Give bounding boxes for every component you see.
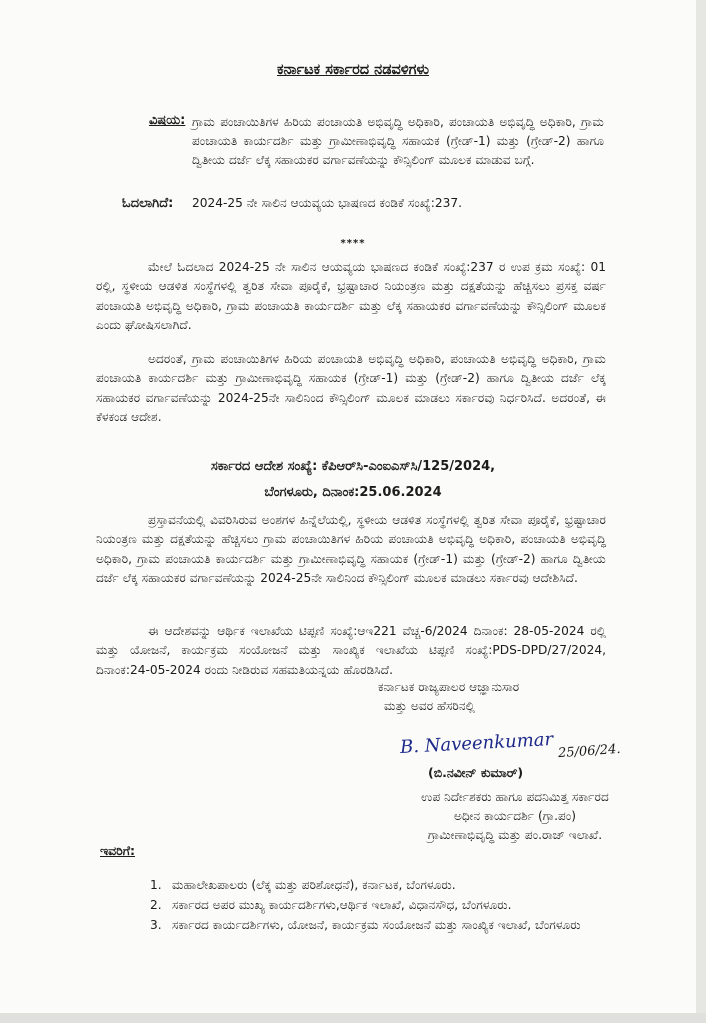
handwritten-signature: B. Naveenkumar [399,729,554,758]
order-place-date: ಬೆಂಗಳೂರು, ದಿನಾಂಕ:25.06.2024 [264,485,442,500]
subject-text: ಗ್ರಾಮ ಪಂಚಾಯಿತಿಗಳ ಹಿರಿಯ ಪಂಚಾಯತಿ ಅಭಿವೃದ್ಧಿ ಅಧಿಕಾರಿ, ಪಂಚಾಯತಿ ಅಭಿವೃದ್ಧಿ ಅಧಿಕಾರಿ, ಗ್ರಾಮ ಪಂಚಾಯತಿ ಕಾರ್ಯದರ್ಶಿ ಮತ್ತು ಗ್ರಾಮೀಣಾಭಿವೃದ್ಧಿ ಸಹಾಯಕ (ಗ್ರೇಡ್-1) ಮತ್ತು (ಗ್ರೇಡ್-2) ಹಾಗೂ ದ್ವಿತೀಯ ದರ್ಜೆ ಲೆಕ್ಕ ಸಹಾಯಕರ ವರ್ಗಾವಣೆಯನ್ನು ಕೌನ್ಸಿಲಿಂಗ್ ಮೂಲಕ ಮಾಡುವ ಬಗ್ಗೆ. [192,115,604,168]
section-separator: **** [340,238,366,249]
designation-line1: ಉಪ ನಿರ್ದೇಶಕರು ಹಾಗೂ ಪದನಿಮಿತ್ತ ಸರ್ಕಾರದ [421,790,609,804]
copy-to-list [150,877,620,937]
signature-date: 25/06/24. [557,741,621,762]
paragraph-concurrence: ಈ ಆದೇಶವನ್ನು ಆರ್ಥಿಕ ಇಲಾಖೆಯ ಟಿಪ್ಪಣಿ ಸಂಖ್ಯೆ:ಆಇ221 ವೆಚ್ಚ-6/2024 ದಿನಾಂಕ: 28-05-2024 ರಲ್ಲಿ ಮತ್ತು ಯೋಜನೆ, ಕಾರ್ಯಕ್ರಮ ಸಂಯೋಜನೆ ಮತ್ತು ಸಾಂಖ್ಯಿಕ ಇಲಾಖೆಯ ಟಿಪ್ಪಣಿ ಸಂಖ್ಯೆ:PDS-DPD/27/2024, ದಿನಾಂಕ:24-05-2024 ರಂದು ನೀಡಿರುವ ಸಹಮತಿಯನ್ನಯ ಹೊರಡಿಸಿದೆ. [96,624,606,677]
signatory-name: (ಬಿ.ನವೀನ್ ಕುಮಾರ್) [428,765,524,780]
designation-line2: ಅಧೀನ ಕಾರ್ಯದರ್ಶಿ (ಗ್ರಾ.ಪಂ) [454,809,576,823]
paragraph-order: ಪ್ರಸ್ತಾವನೆಯಲ್ಲಿ ವಿವರಿಸಿರುವ ಅಂಶಗಳ ಹಿನ್ನೆಲೆಯಲ್ಲಿ, ಸ್ಥಳೀಯ ಆಡಳಿತ ಸಂಸ್ಥೆಗಳಲ್ಲಿ ತ್ವರಿತ ಸೇವಾ ಪೂರೈಕೆ, ಭ್ರಷ್ಟಾಚಾರ ನಿಯಂತ್ರಣ ಮತ್ತು ದಕ್ಷತೆಯನ್ನು ಹೆಚ್ಚಿಸಲು ಗ್ರಾಮ ಪಂಚಾಯಿತಿಗಳ ಹಿರಿಯ ಪಂಚಾಯತಿ ಅಭಿವೃದ್ಧಿ ಅಧಿಕಾರಿ, ಪಂಚಾಯತಿ ಅಭಿವೃದ್ಧಿ ಅಧಿಕಾರಿ, ಗ್ರಾಮ ಪಂಚಾಯತಿ ಕಾರ್ಯದರ್ಶಿ ಮತ್ತು ಗ್ರಾಮೀಣಾಭಿವೃದ್ಧಿ ಸಹಾಯಕ (ಗ್ರೇಡ್-1) ಮತ್ತು (ಗ್ರೇಡ್-2) ಹಾಗೂ ದ್ವಿತೀಯ ದರ್ಜೆ ಲೆಕ್ಕ ಸಹಾಯಕರ ವರ್ಗಾವಣೆಯನ್ನು 2024-25ನೇ ಸಾಲಿನಿಂದ ಕೌನ್ಸಿಲಿಂಗ್ ಮೂಲಕ ಮಾಡಲು ಸರ್ಕಾರವು ಆದೇಶಿಸಿದೆ. [96,513,606,585]
by-order-line1: ಕರ್ನಾಟಕ ರಾಜ್ಯಪಾಲರ ಆಜ್ಞಾನುಸಾರ [378,680,520,694]
list-item [150,897,620,914]
document-title: ಕರ್ನಾಟಕ ಸರ್ಕಾರದ ನಡವಳಿಗಳು [276,62,430,78]
list-item-text: ಮಹಾಲೇಖಪಾಲರು (ಲೆಕ್ಕ ಮತ್ತು ಪರಿಶೋಧನೆ), ಕರ್ನಾಟಕ, ಬೆಂಗಳೂರು. [172,878,456,892]
subject-label: ವಿಷಯ: [149,113,186,128]
page-edge-bottom [0,1013,706,1023]
paragraph-preamble: ಮೇಲೆ ಓದಲಾದ 2024-25 ನೇ ಸಾಲಿನ ಆಯವ್ಯಯ ಭಾಷಣದ ಕಂಡಿಕೆ ಸಂಖ್ಯೆ:237 ರ ಉಪ ಕ್ರಮ ಸಂಖ್ಯೆ: 01 ರಲ್ಲಿ, ಸ್ಥಳೀಯ ಆಡಳಿತ ಸಂಸ್ಥೆಗಳಲ್ಲಿ ತ್ವರಿತ ಸೇವಾ ಪೂರೈಕೆ, ಭ್ರಷ್ಟಾಚಾರ ನಿಯಂತ್ರಣ ಮತ್ತು ದಕ್ಷತೆಯನ್ನು ಹೆಚ್ಚಿಸಲು ಪ್ರಸಕ್ತ ವರ್ಷ ಪಂಚಾಯತಿ ಅಭಿವೃದ್ಧಿ ಅಧಿಕಾರಿ, ಗ್ರಾಮ ಪಂಚಾಯತಿ ಕಾರ್ಯದರ್ಶಿ ಮತ್ತು ಲೆಕ್ಕ ಸಹಾಯಕರ ವರ್ಗಾವಣೆಯನ್ನು ಕೌನ್ಸಿಲಿಂಗ್ ಮೂಲಕ ಎಂದು ಘೋಷಿಸಲಾಗಿದೆ. [96,260,606,332]
order-number: ಸರ್ಕಾರದ ಆದೇಶ ಸಂಖ್ಯೆ: ಕೆಪಿಆರ್‌ಸಿ-ಎಂಐಎಸ್‌ಸಿ/125/2024, [210,459,496,474]
list-item-number: 2. [150,898,162,912]
list-item-text: ಸರ್ಕಾರದ ಅಪರ ಮುಖ್ಯ ಕಾರ್ಯದರ್ಶಿಗಳು,ಆರ್ಥಿಕ ಇಲಾಖೆ, ವಿಧಾನಸೌಧ, ಬೆಂಗಳೂರು. [172,898,512,912]
list-item [150,877,620,894]
by-order-line2: ಮತ್ತು ಅವರ ಹೆಸರಿನಲ್ಲಿ [384,699,475,713]
list-item-number: 1. [150,878,162,892]
paragraph-decision: ಅದರಂತೆ, ಗ್ರಾಮ ಪಂಚಾಯಿತಿಗಳ ಹಿರಿಯ ಪಂಚಾಯತಿ ಅಭಿವೃದ್ಧಿ ಅಧಿಕಾರಿ, ಪಂಚಾಯತಿ ಅಭಿವೃದ್ಧಿ ಅಧಿಕಾರಿ, ಗ್ರಾಮ ಪಂಚಾಯತಿ ಕಾರ್ಯದರ್ಶಿ ಮತ್ತು ಗ್ರಾಮೀಣಾಭಿವೃದ್ಧಿ ಸಹಾಯಕ (ಗ್ರೇಡ್-1) ಮತ್ತು (ಗ್ರೇಡ್-2) ಹಾಗೂ ದ್ವಿತೀಯ ದರ್ಜೆ ಲೆಕ್ಕ ಸಹಾಯಕರ ವರ್ಗಾವಣೆಯನ್ನು 2024-25ನೇ ಸಾಲಿನಿಂದ ಕೌನ್ಸಿಲಿಂಗ್ ಮೂಲಕ ಮಾಡಲು ಸರ್ಕಾರವು ನಿರ್ಧರಿಸಿದೆ. ಅದರಂತೆ, ಈ ಕೆಳಕಂಡ ಆದೇಶ. [96,352,606,424]
copy-to-label: ಇವರಿಗೆ: [100,843,136,858]
by-order-block [378,678,608,716]
designation-line3: ಗ್ರಾಮೀಣಾಭಿವೃದ್ಧಿ ಮತ್ತು ಪಂ.ರಾಜ್ ಇಲಾಖೆ. [427,828,603,842]
list-item-text: ಸರ್ಕಾರದ ಕಾರ್ಯದರ್ಶಿಗಳು, ಯೋಜನೆ, ಕಾರ್ಯಕ್ರಮ ಸಂಯೋಜನೆ ಮತ್ತು ಸಾಂಖ್ಯಿಕ ಇಲಾಖೆ, ಬೆಂಗಳೂರು [172,918,581,932]
reference-label: ಓದಲಾಗಿದೆ: [122,196,174,211]
list-item-number: 3. [150,918,162,932]
list-item [150,917,620,934]
page-edge-right [696,0,706,1023]
designation-block [335,788,695,845]
reference-text: 2024-25 ನೇ ಸಾಲಿನ ಆಯವ್ಯಯ ಭಾಷಣದ ಕಂಡಿಕೆ ಸಂಖ್ಯೆ:237. [192,196,463,210]
